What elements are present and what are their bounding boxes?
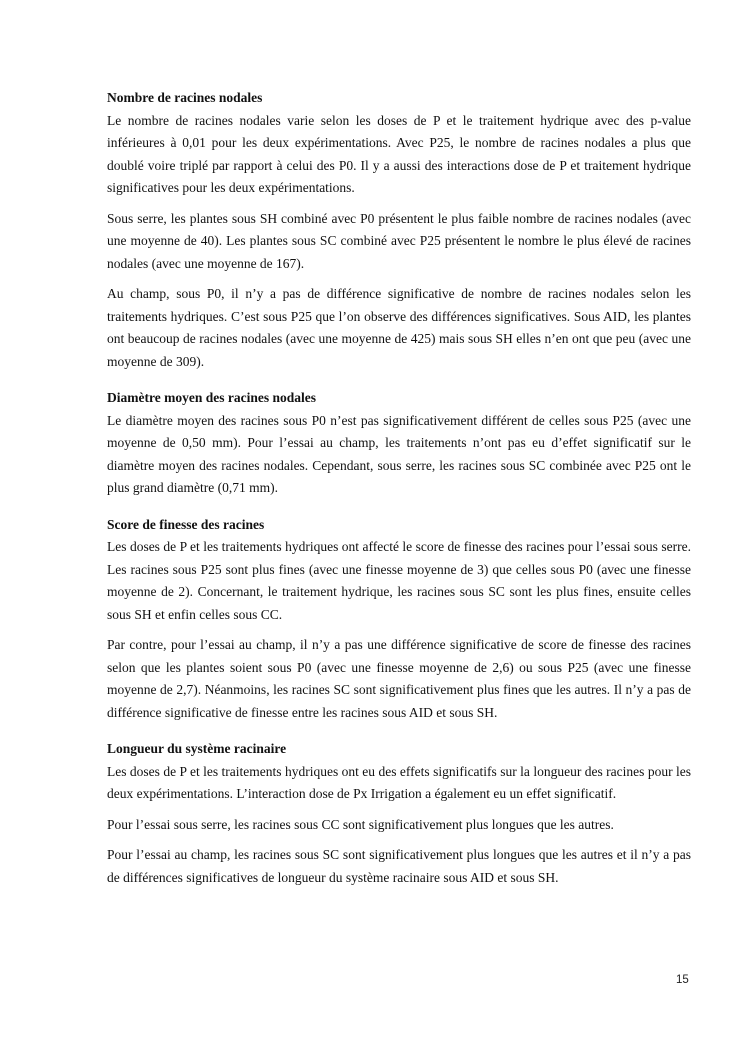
paragraph: Au champ, sous P0, il n’y a pas de différence significative de nombre de racines nodales selon les traitements hydriques. C’est sous P25 que l’on observe des différences significatives. Sous AID, les plantes ont beaucoup de racines nodales (avec une moyenne de 425) mais sous SH elles n’en ont que peu (avec une moyenne de 309). [107,286,691,369]
section-nombre-racines-nodales [107,87,691,373]
document-page [107,87,691,889]
section-heading: Nombre de racines nodales [107,90,263,105]
section-longueur-systeme-racinaire [107,738,691,889]
section-heading: Diamètre moyen des racines nodales [107,390,316,405]
section-heading: Score de finesse des racines [107,516,265,532]
section-score-finesse [107,514,691,725]
paragraph: Pour l’essai sous serre, les racines sous CC sont significativement plus longues que les autres. [107,816,614,832]
paragraph: Les doses de P et les traitements hydriques ont eu des effets significatifs sur la longueur des racines pour les deux expérimentations. L’interaction dose de Px Irrigation a également eu un effet significatif. [107,763,691,801]
paragraph: Le nombre de racines nodales varie selon les doses de P et le traitement hydrique avec des p-value inférieures à 0,01 pour les deux expérimentations. Avec P25, le nombre de racines nodales a plus que doublé voire triplé par rapport à celui des P0. Il y a aussi des interactions dose de P et traitement hydrique significatives pour les deux expérimentations. [107,112,691,195]
paragraph: Pour l’essai au champ, les racines sous SC sont significativement plus longues que les autres et il n’y a pas de différences significatives de longueur du système racinaire sous AID et sous SH. [107,847,691,885]
paragraph: Les doses de P et les traitements hydriques ont affecté le score de finesse des racines pour l’essai sous serre. Les racines sous P25 sont plus fines (avec une finesse moyenne de 3) que celles sous P0 (avec une finesse moyenne de 2). Concernant, le traitement hydrique, les racines sous SC sont les plus fines, ensuite celles sous SH et enfin celles sous CC. [107,539,691,622]
page-number: 15 [676,974,689,986]
paragraph: Par contre, pour l’essai au champ, il n’y a pas une différence significative de score de finesse des racines selon que les plantes soient sous P0 (avec une finesse moyenne de 2,6) ou sous P25 (avec une finesse moyenne de 2,7). Néanmoins, les racines SC sont significativement plus fines que les autres. Il n’y a pas de différence significative de finesse entre les racines sous AID et sous SH. [107,637,691,720]
paragraph: Le diamètre moyen des racines sous P0 n’est pas significativement différent de celles sous P25 (avec une moyenne de 0,50 mm). Pour l’essai au champ, les traitements n’ont pas eu d’effet significatif sur le diamètre moyen des racines nodales. Cependant, sous serre, les racines sous SC combinée avec P25 ont le plus grand diamètre (0,71 mm). [107,412,691,495]
section-heading: Longueur du système racinaire [107,741,287,756]
section-diametre-moyen [107,387,691,500]
paragraph: Sous serre, les plantes sous SH combiné avec P0 présentent le plus faible nombre de racines nodales (avec une moyenne de 40). Les plantes sous SC combiné avec P25 présentent le nombre le plus élevé de racines nodales (avec une moyenne de 167). [107,210,691,271]
